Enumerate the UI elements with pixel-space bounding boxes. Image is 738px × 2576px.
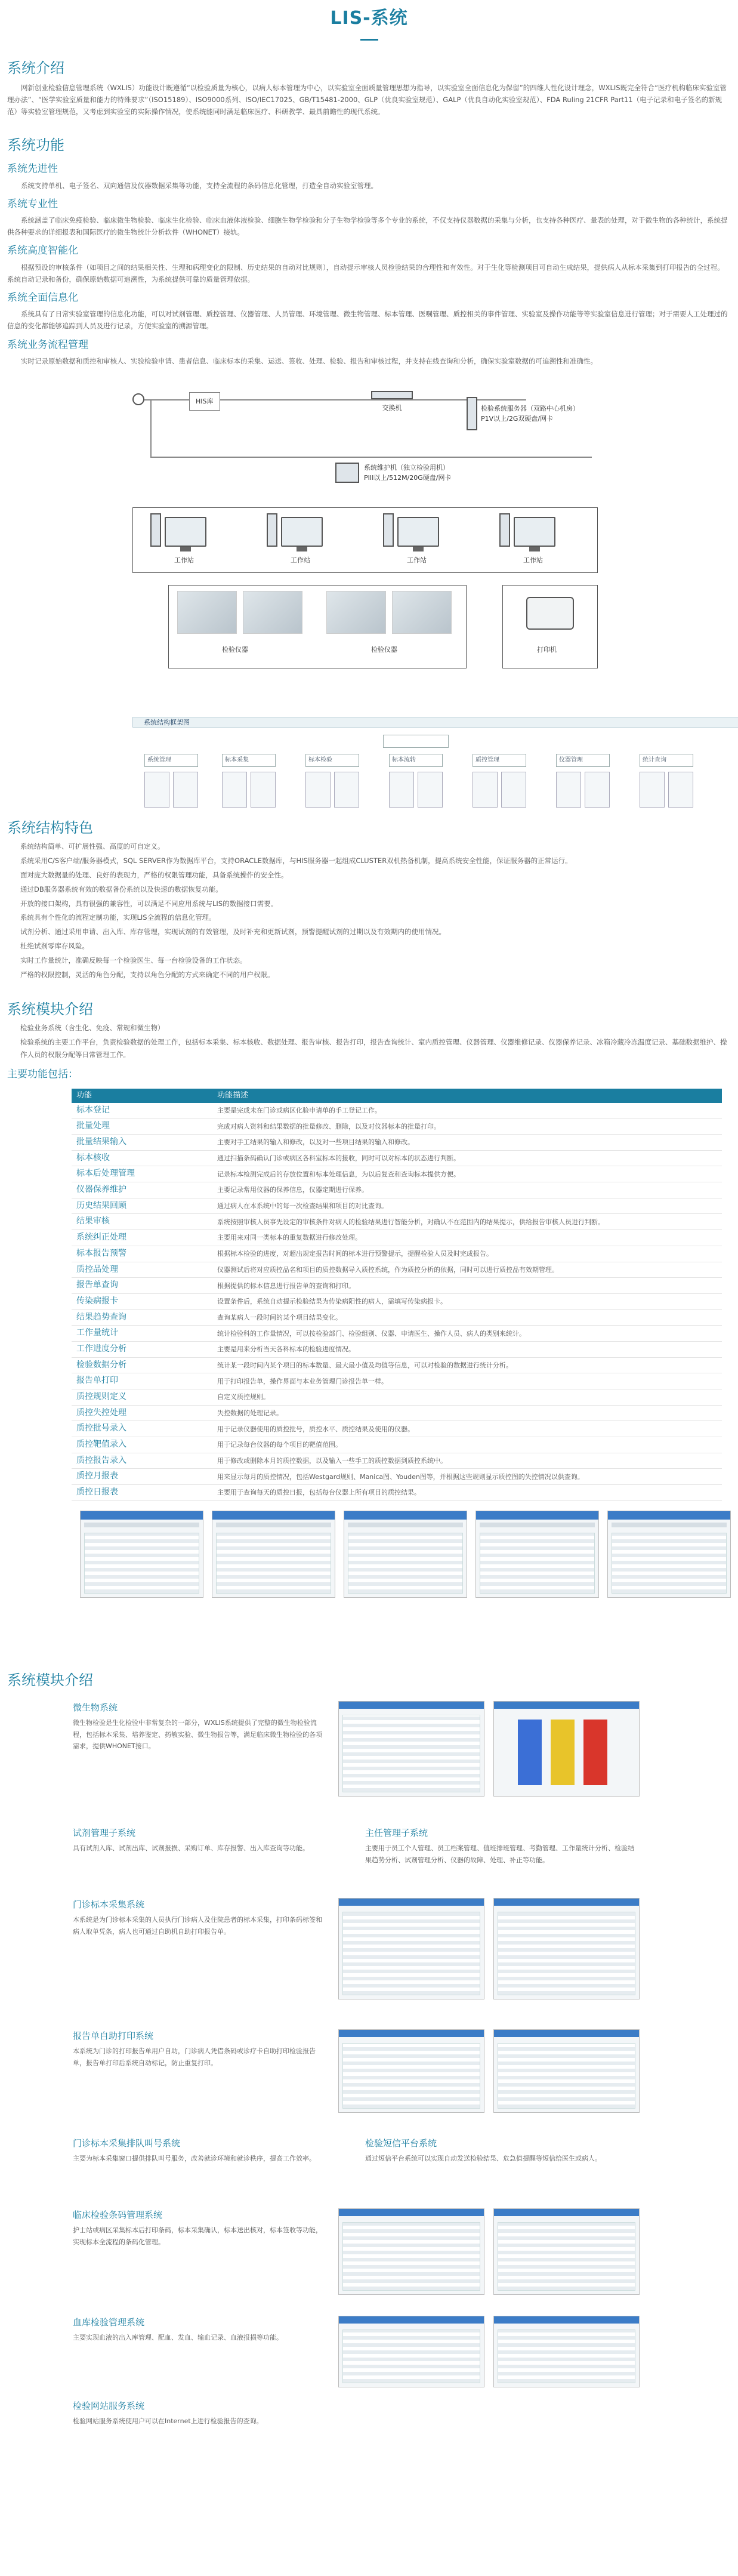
- workstation-label: 工作站: [523, 556, 543, 564]
- instrument-label: 检验仪器: [222, 645, 248, 654]
- function-desc: 用于记录仪器使用的质控批号，质控水平、质控结果及使用的仪器。: [212, 1421, 722, 1437]
- function-desc: 主要是完成未在门诊或病区化验申请单的手工登记工作。: [212, 1103, 722, 1118]
- table-row: [72, 1389, 722, 1406]
- function-desc: 主要是用来分析当天各科标本的检验进度情况。: [212, 1341, 722, 1357]
- structure-line: 实时工作量统计，准确反映每一个检验医生、每一台检验设备的工作状态。: [20, 956, 247, 965]
- function-desc: 根据提供的标本信息进行报告单的查询和打印。: [212, 1278, 722, 1294]
- tree-root: [383, 735, 449, 748]
- function-name: 质控品处理: [72, 1262, 212, 1278]
- function-desc: 主要用于查询每天的质控日报，包括每台仪器上所有项目的质控结果。: [212, 1485, 722, 1501]
- table-row: [72, 1437, 722, 1453]
- structure-list: [7, 840, 731, 981]
- function-name: 质控失控处理: [72, 1405, 212, 1421]
- function-desc: 设置条件后，系统自动提示检验结果为传染病阳性的病人，需填写传染病报卡。: [212, 1293, 722, 1309]
- features-heading: 系统功能: [7, 137, 64, 154]
- his-label: HIS库: [189, 392, 220, 411]
- module-text: 本系统是为门诊标本采集的人员执行门诊病人及住院患者的标本采集，打印条码标签和病人取单凭条，病人也可通过自助机自助打印报告单。: [73, 1916, 322, 1936]
- function-name: 批量处理: [72, 1118, 212, 1135]
- module-title: 门诊标本采集系统: [73, 1899, 145, 1911]
- function-desc: 主要用来对同一类标本的重复数据进行修改处理。: [212, 1230, 722, 1246]
- module-text: 主要用于员工个人管理、员工档案管理、值班排班管理、考勤管理、工作量统计分析、检验结果趋势分析、试剂管理分析、仪器的故障、处理、补正等功能。: [365, 1844, 634, 1864]
- feature-text: 系统具有了日常实验室管理的信息化功能，可以对试剂管理、质控管理、仪器管理、人员管理、环境管理、微生物管理、标本管理、医嘱管理、质控相关的事件管理、实验室及操作功能等等实验室信息进行管理；对于需要人工处理过的信息的变化都能够追踪到人员及进行记录，方便实验室的溯源管理。: [7, 310, 728, 331]
- module-card: [73, 1898, 323, 1937]
- module-card: [73, 1701, 323, 1752]
- table-header-row: [72, 1089, 722, 1103]
- screenshot: [80, 1511, 203, 1598]
- printer-icon: [526, 597, 574, 630]
- table-row: [72, 1198, 722, 1214]
- page-title: LIS-系统: [330, 8, 408, 29]
- server2-label: 系统维护机（独立检验用机） PIII以上/512M/20G硬盘/网卡: [364, 463, 452, 482]
- intro-text: 网新创业检验信息管理系统（WXLIS）功能设计既遵循“以检验质量为核心，以病人标本管理为中心，以实验室全面质量管理思想为指导，以实验室全面信息化为保留”的四维人性化设计理念，WXLIS既完全符合“医疗机构临床实验室管理办法”、“医学实验室质量和能力的特殊要求”（ISO15189）、ISO9000系列、ISO/IEC17025、GB/T15481-2000、GLP（优良实验室规范）、GALP（优良自动化实验室规范）、FDA Ruling 21CFR Part11（电子记录和电子签名的新规范）等实验室管理规范，又考虑到实验室的实际操作情况，使系统能同时满足临床医疗、科研教学、最具前瞻性的现代系统。: [7, 83, 727, 116]
- table-row: [72, 1278, 722, 1294]
- module-card: [73, 2137, 323, 2165]
- table-row: [72, 1485, 722, 1501]
- title-underline: [360, 39, 378, 41]
- tree-node: 标本采集: [222, 754, 276, 767]
- tree-node: 仪器管理: [556, 754, 610, 767]
- feature-text: 根据预设的审核条件（如项目之间的结果相关性、生理和病理变化的限制、历史结果的自动对比规则），自动提示审核人员检验结果的合理性和有效性。对于生化等检测项目可自动生成结果，提供病人从标本采集到打印报告的全过程。系统自动记录和备份，确保原始数据可追溯性，为系统提供可靠的质量管理依据。: [7, 263, 724, 284]
- feature-title: 系统先进性: [7, 163, 58, 175]
- table-header: 功能: [72, 1089, 212, 1103]
- screenshot: [475, 1511, 599, 1598]
- feature-text: 实时记录原始数据和质控和审核人、实验检验申请、患者信息、临床标本的采集、运送、签收、处理、检验、报告和审核过程，并支持在线查询和分析，确保实验室数据的可追溯性和准确性。: [21, 356, 597, 365]
- switch-node: [371, 391, 413, 413]
- main-funcs-heading: 主要功能包括：: [7, 1068, 78, 1081]
- function-name: 工作进度分析: [72, 1341, 212, 1357]
- module-card: [73, 2029, 323, 2069]
- workstation: [267, 513, 323, 547]
- table-row: [72, 1453, 722, 1469]
- module-screenshot: [338, 2316, 484, 2387]
- module-text: 本系统为门诊的打印报告单用户自助，门诊病人凭借条码或诊疗卡自助打印检验报告单，报告单打印后系统自动标记，防止重复打印。: [73, 2047, 316, 2067]
- monitor-icon: [281, 517, 323, 547]
- features-list: [7, 161, 731, 367]
- function-name: 质控规则定义: [72, 1389, 212, 1406]
- module-title: 血库检验管理系统: [73, 2317, 145, 2328]
- workstation-label: 工作站: [407, 556, 427, 564]
- table-row: [72, 1421, 722, 1437]
- printer-label: 打印机: [537, 645, 557, 654]
- workstation-label: 工作站: [291, 556, 310, 564]
- structure-line: 开放的接口架构，具有很强的兼容性，可以满足不同应用系统与LIS的数据接口需要。: [20, 899, 278, 908]
- structure-line: 系统具有个性化的流程定制功能，实现LIS全流程的信息化管理。: [20, 913, 216, 922]
- function-desc: 通过扫描条码确认门诊或病区各科室标本的接收，同时可以对标本的状态进行判断。: [212, 1150, 722, 1166]
- function-name: 质控报告录入: [72, 1453, 212, 1469]
- module-card: [73, 2208, 323, 2248]
- feature-title: 系统全面信息化: [7, 291, 78, 304]
- function-name: 结果审核: [72, 1214, 212, 1230]
- function-name: 系统纠正处理: [72, 1230, 212, 1246]
- screenshot-strip: [80, 1511, 731, 1598]
- module-title: 微生物系统: [73, 1702, 118, 1714]
- feature-title: 系统专业性: [7, 198, 58, 210]
- structure-line: 杜绝试剂零库存风险。: [20, 942, 89, 951]
- tree-node: 系统管理: [144, 754, 198, 767]
- modules-intro-heading: 系统模块介绍: [7, 1000, 93, 1018]
- feature-title: 系统高度智能化: [7, 245, 78, 257]
- monitor-icon: [514, 517, 555, 547]
- table-row: [72, 1326, 722, 1342]
- function-desc: 完成对病人资料和结果数据的批量修改、删除，以及对仪器标本的批量打印。: [212, 1118, 722, 1135]
- function-name: 结果趋势查询: [72, 1309, 212, 1326]
- function-desc: 用于记录每台仪器的每个项目的靶值范围。: [212, 1437, 722, 1453]
- table-row: [72, 1246, 722, 1262]
- table-row: [72, 1230, 722, 1246]
- function-name: 质控批号录入: [72, 1421, 212, 1437]
- tree-node: 统计查询: [640, 754, 693, 767]
- function-desc: 记录标本检测完成后的存放位置和标本处理信息，为以后复查和查询标本提供方便。: [212, 1166, 722, 1182]
- table-row: [72, 1262, 722, 1278]
- workstation: [383, 513, 439, 547]
- server1-node: [467, 397, 618, 430]
- function-name: 传染病报卡: [72, 1293, 212, 1309]
- screenshot: [607, 1511, 731, 1598]
- table-row: [72, 1214, 722, 1230]
- modules-grid: [7, 1695, 731, 2429]
- function-name: 标本报告预警: [72, 1246, 212, 1262]
- feature-title: 系统业务流程管理: [7, 338, 88, 351]
- function-desc: 主要对手工结果的输入和修改，以及对一些项目结果的输入和修改。: [212, 1135, 722, 1151]
- module-screenshot: [493, 1701, 640, 1797]
- structure-heading: 系统结构特色: [7, 819, 93, 836]
- function-desc: 失控数据的处理记录。: [212, 1405, 722, 1421]
- module-screenshot: [338, 1701, 484, 1797]
- tree-node: 标本流转: [389, 754, 443, 767]
- function-name: 批量结果输入: [72, 1135, 212, 1151]
- module-title: 临床检验条码管理系统: [73, 2210, 163, 2221]
- table-row: [72, 1405, 722, 1421]
- module-title: 试剂管理子系统: [73, 1828, 136, 1839]
- tree-header: 系统结构框架图: [132, 717, 738, 728]
- module-title: 门诊标本采集排队叫号系统: [73, 2138, 181, 2149]
- modules-heading: 系统模块介绍: [7, 1671, 93, 1688]
- module-screenshot: [338, 2208, 484, 2295]
- table-row: [72, 1182, 722, 1198]
- module-screenshot: [338, 2029, 484, 2113]
- screenshot: [344, 1511, 467, 1598]
- function-desc: 用于修改或删除本月的质控数据，以及输入一些手工的质控数据到质控系统中。: [212, 1453, 722, 1469]
- module-card: [73, 1826, 335, 1854]
- modules-intro-line: 检验业务系统（含生化、免疫、常规和微生物）: [20, 1023, 165, 1032]
- function-name: 报告单查询: [72, 1278, 212, 1294]
- workstation: [499, 513, 555, 547]
- tree-node: 质控管理: [473, 754, 526, 767]
- table-row: [72, 1341, 722, 1357]
- instrument-photo: [243, 591, 302, 634]
- function-name: 标本核收: [72, 1150, 212, 1166]
- function-desc: 通过病人在本系统中的每一次检查结果和项目的对比查询。: [212, 1198, 722, 1214]
- feature-text: 系统支持单机、电子签名、双向通信及仪器数据采集等功能，支持全流程的条码信息化管理，打造全自动实验室管理。: [21, 181, 378, 190]
- module-text: 主要为标本采集窗口提供排队叫号服务，改善就诊环境和就诊秩序，提高工作效率。: [73, 2155, 316, 2163]
- function-desc: 查询某病人一段时间的某个项目结果变化。: [212, 1309, 722, 1326]
- his-node: [132, 393, 144, 405]
- table-row: [72, 1293, 722, 1309]
- function-name: 报告单打印: [72, 1373, 212, 1389]
- instrument-photo: [326, 591, 386, 634]
- module-title: 报告单自助打印系统: [73, 2030, 154, 2042]
- structure-line: 试剂分析、通过采用申请、出入库、库存管理，实现试剂的有效管理，及时补充和更新试剂，预警提醒试剂的过期以及有效期内的使用情况。: [20, 928, 446, 936]
- structure-line: 严格的权限控制，灵活的角色分配，支持以角色分配的方式来确定不同的用户权限。: [20, 970, 274, 979]
- module-text: 检验网站服务系统使用户可以在Internet上进行检验报告的查询。: [73, 2417, 263, 2426]
- network-diagram: [132, 373, 738, 707]
- module-title: 检验短信平台系统: [365, 2138, 437, 2149]
- instrument-photo: [177, 591, 237, 634]
- function-name: 标本后处理管理: [72, 1166, 212, 1182]
- function-name: 质控日报表: [72, 1485, 212, 1501]
- module-text: 微生物检验是生化检验中非常复杂的一部分，WXLIS系统提供了完整的微生物检验流程，包括标本采集、培养鉴定、药敏实验、微生物报告等，满足临床微生物检验的各项需求，提供WHONET接口。: [73, 1719, 322, 1750]
- function-name: 检验数据分析: [72, 1357, 212, 1373]
- workstation: [150, 513, 206, 547]
- module-title: 主任管理子系统: [365, 1828, 428, 1839]
- function-name: 质控月报表: [72, 1469, 212, 1485]
- table-row: [72, 1118, 722, 1135]
- function-desc: 用来显示每月的质控情况，包括Westgard规则、Manica图、Youden图等，并根据这些规则显示质控图的失控情况以供查询。: [212, 1469, 722, 1485]
- function-name: 质控靶值录入: [72, 1437, 212, 1453]
- table-row: [72, 1309, 722, 1326]
- function-desc: 主要记录常用仪器的保养信息，仪器定期进行保养。: [212, 1182, 722, 1198]
- module-text: 护士站或病区采集标本后打印条码，标本采集确认，标本送出核对，标本签收等功能，实现标本全流程的条码化管理。: [73, 2226, 322, 2246]
- function-desc: 根据标本检验的进度，对超出规定报告时间的标本进行预警提示，提醒检验人员及时完成报告。: [212, 1246, 722, 1262]
- workstation-label: 工作站: [174, 556, 194, 564]
- function-desc: 自定义质控规则。: [212, 1389, 722, 1406]
- module-screenshot: [493, 2208, 640, 2295]
- module-screenshot: [493, 2316, 640, 2387]
- module-screenshot: [338, 1898, 484, 1999]
- module-card: [73, 2316, 323, 2344]
- module-screenshot: [493, 1898, 640, 1999]
- tree-node: 标本检验: [305, 754, 359, 767]
- function-name: 仪器保养维护: [72, 1182, 212, 1198]
- table-row: [72, 1150, 722, 1166]
- module-card: [365, 1826, 640, 1866]
- module-screenshot: [493, 2029, 640, 2113]
- module-text: 具有试剂入库、试剂出库、试剂报损、采购订单、库存报警、出入库查询等功能。: [73, 1844, 309, 1853]
- switch-label: 交换机: [382, 403, 402, 412]
- function-desc: 统计某一段时间内某个项目的标本数量、最大最小值及均值等信息，可以对检验的数据进行统计分析。: [212, 1357, 722, 1373]
- table-body: [72, 1103, 722, 1501]
- instrument-label: 检验仪器: [371, 645, 397, 654]
- table-row: [72, 1357, 722, 1373]
- structure-line: 面对庞大数据量的处理、良好的表现力，严格的权限管理功能，具备系统操作的安全性。: [20, 870, 288, 879]
- screenshot: [212, 1511, 335, 1598]
- server-icon: [335, 463, 359, 483]
- function-desc: 仪器测试后将对应质控品名和项目的质控数据导入质控系统，作为质控分析的依据，同时可以进行质控品有效期管理。: [212, 1262, 722, 1278]
- function-name: 标本登记: [72, 1103, 212, 1118]
- function-desc: 用于打印报告单，操作界面与本业务管理门诊报告单一样。: [212, 1373, 722, 1389]
- table-row: [72, 1469, 722, 1485]
- table-row: [72, 1135, 722, 1151]
- structure-line: 系统采用C/S客户端/服务器模式，SQL SERVER作为数据库平台，支持ORACLE数据库，与HIS服务器一起组成CLUSTER双机热备机制，提高系统安全性能，保证服务器的正常运行。: [20, 856, 572, 865]
- table-row: [72, 1166, 722, 1182]
- function-table: [72, 1089, 722, 1501]
- server2-node: [335, 463, 495, 483]
- feature-text: 系统涵盖了临床免疫检验、临床微生物检验、临床生化检验、临床血液体液检验、细胞生物学检验和分子生物学检验等多个专业的系统，不仅支持仪器数据的采集与分析，也支持各种医疗、量表的处理，对于微生物的各种统计，系统提供各种要求的详细报表和国际医疗的微生物统计分析软件（WHONET）接轨。: [7, 216, 728, 237]
- module-card: [73, 2399, 610, 2427]
- instrument-photo: [392, 591, 452, 634]
- monitor-icon: [165, 517, 206, 547]
- function-desc: 系统按照审核人员事先设定的审核条件对病人的检验结果进行智能分析，对确认不在范围内的结果提示，供给报告审核人员进行判断。: [212, 1214, 722, 1230]
- structure-line: 通过DB服务器系统有效的数据备份系统以及快速的数据恢复功能。: [20, 885, 223, 893]
- table-row: [72, 1373, 722, 1389]
- structure-tree: [132, 717, 738, 800]
- module-text: 通过短信平台系统可以实现自动发送检验结果、危急值提醒等短信给医生或病人。: [365, 2155, 601, 2163]
- function-name: 工作量统计: [72, 1326, 212, 1342]
- table-row: [72, 1103, 722, 1118]
- function-name: 历史结果回顾: [72, 1198, 212, 1214]
- modules-intro-line: 检验系统的主要工作平台，负责检验数据的处理工作，包括标本采集、标本核收、数据处理、报告审核、报告打印，报告查询统计、室内质控管理、仪器管理、仪器维修记录、仪器保养记录、冰箱冷藏冷冻温度记录、基础数据维护、操作人员的权限分配等日常管理工作。: [20, 1037, 727, 1059]
- function-desc: 统计检验科的工作量情况，可以按检验部门、检验组别、仪器、申请医生、操作人员、病人的类别来统计。: [212, 1326, 722, 1342]
- server1-label: 检验系统服务器（双路中心机房） P1V以上/2G双硬盘/网卡: [481, 404, 579, 423]
- structure-line: 系统结构简单、可扩展性强、高度的可自定义。: [20, 842, 165, 851]
- intro-heading: 系统介绍: [7, 59, 64, 76]
- module-title: 检验网站服务系统: [73, 2401, 145, 2412]
- monitor-icon: [397, 517, 439, 547]
- module-text: 主要实现血液的出入库管理、配血、发血、输血记录、血液报损等功能。: [73, 2334, 283, 2342]
- server-icon: [467, 397, 477, 430]
- table-header: 功能描述: [212, 1089, 722, 1103]
- module-card: [365, 2137, 640, 2165]
